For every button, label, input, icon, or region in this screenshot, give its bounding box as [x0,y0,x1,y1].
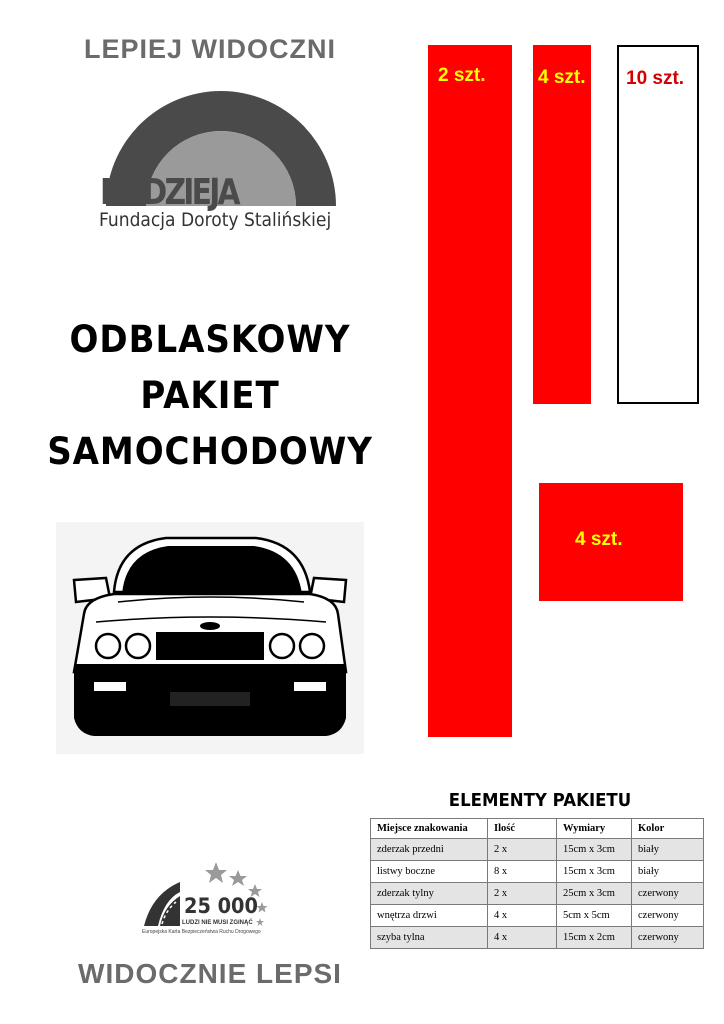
logo-wordmark: NADZIEJA [100,172,238,213]
table-cell: listwy boczne [371,861,488,883]
column-header: Miejsce znakowania [371,819,488,839]
table-cell: biały [632,839,704,861]
table-cell: czerwony [632,905,704,927]
table-row [371,927,704,949]
table-row [371,883,704,905]
campaign-subline: Europejska Karta Bezpieczeństwa Ruchu Drogowego [142,929,261,935]
table-cell: czerwony [632,927,704,949]
heading-line-1: ODBLASKOWY [69,318,351,361]
square-qty: 4 szt. [575,529,623,550]
square-sticker [539,483,683,601]
campaign-number: 25 000 [184,894,258,918]
table-cell: 8 x [488,861,557,883]
nadzieja-logo [96,88,346,238]
table-cell: 2 x [488,883,557,905]
table-cell: 15cm x 3cm [557,839,632,861]
table-cell: 4 x [488,927,557,949]
stripe-mid-qty: 4 szt. [538,67,586,88]
table-cell: wnętrza drzwi [371,905,488,927]
table-cell: 25cm x 3cm [557,883,632,905]
table-cell: 15cm x 2cm [557,927,632,949]
table-cell: 2 x [488,839,557,861]
stripe-long [428,45,512,737]
table-row [371,905,704,927]
heading-line-2: PAKIET [140,374,280,417]
table-cell: szyba tylna [371,927,488,949]
column-header: Wymiary [557,819,632,839]
table-header-row [371,819,704,839]
road-icon [142,880,182,928]
table-cell: 15cm x 3cm [557,861,632,883]
stripe-mid [533,45,591,404]
table-cell: biały [632,861,704,883]
campaign-logo [138,858,278,948]
table-cell: zderzak tylny [371,883,488,905]
car-illustration-icon [56,522,364,754]
bottom-title: WIDOCZNIE LEPSI [78,958,342,989]
table-cell: 4 x [488,905,557,927]
logo-subtitle: Fundacja Doroty Stalińskiej [99,209,332,231]
table-cell: 5cm x 5cm [557,905,632,927]
campaign-tagline: LUDZI NIE MUSI ZGINĄĆ [182,920,253,926]
table-row [371,861,704,883]
package-title: ELEMENTY PAKIETU [448,790,632,811]
package-table [370,818,704,949]
stripe-white [617,45,699,404]
stripe-white-qty: 10 szt. [626,68,685,89]
table-cell: czerwony [632,883,704,905]
top-title: LEPIEJ WIDOCZNI [83,34,336,64]
main-heading [44,312,375,480]
table-cell: zderzak przedni [371,839,488,861]
column-header: Kolor [632,819,704,839]
heading-line-3: SAMOCHODOWY [47,430,373,473]
stripe-long-qty: 2 szt. [438,65,486,86]
table-row [371,839,704,861]
column-header: Ilość [488,819,557,839]
